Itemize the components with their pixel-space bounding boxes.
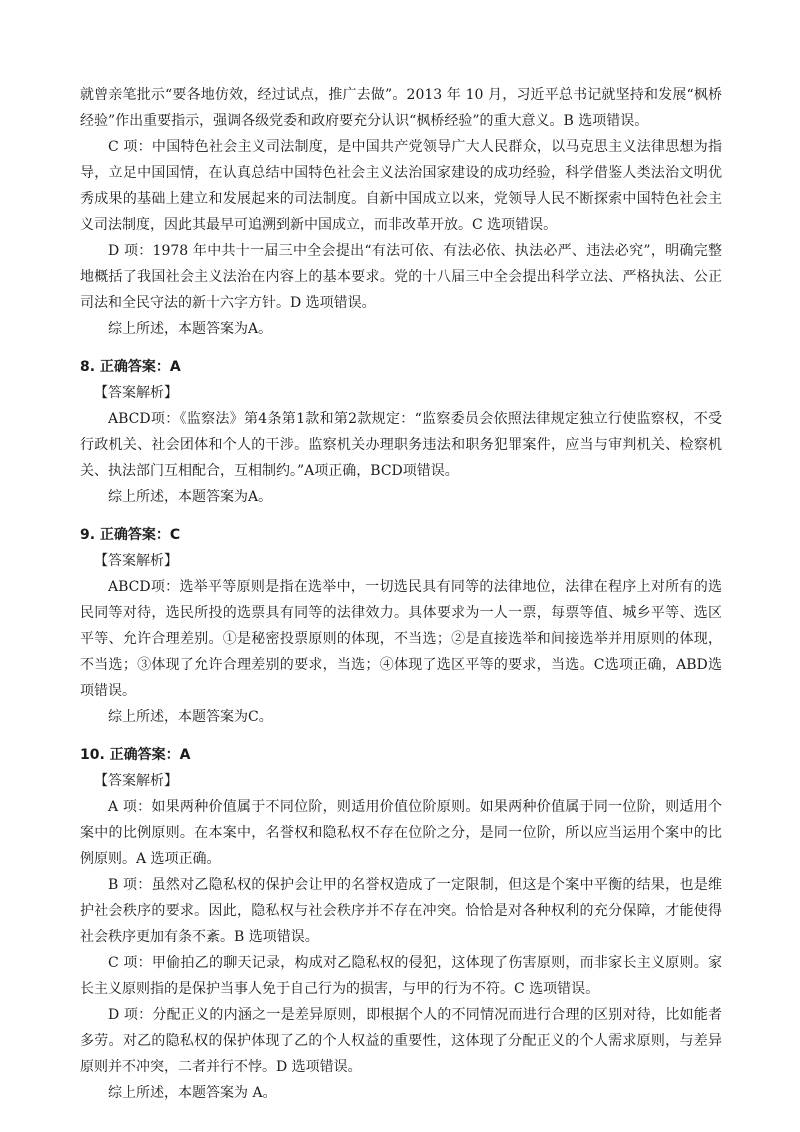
summary-paragraph: 综上所述，本题答案为C。	[108, 709, 273, 725]
paragraph: D 项：1978 年中共十一届三中全会提出“有法可依、有法必依、执法必严、违法必究”，明确完整地概括了我国社会主义法治在内容上的基本要求。党的十八届三中全会提出科学立法、严格执法、公正司法和全民守法的新十六字方针。D 选项错误。	[80, 243, 722, 311]
summary-paragraph: 综上所述，本题答案为A。	[108, 489, 273, 505]
question-7-continuation	[80, 82, 722, 342]
paragraph: B 项：虽然对乙隐私权的保护会让甲的名誉权造成了一定限制，但这是个案中平衡的结果，也是维护社会秩序的要求。因此，隐私权与社会秩序并不存在冲突。恰恰是对各种权利的充分保障，才能使得社会秩序更加有条不紊。B 选项错误。	[80, 877, 722, 945]
paragraph: ABCD项：选举平等原则是指在选举中，一切选民具有同等的法律地位，法律在程序上对所有的选民同等对待，选民所投的选票具有同等的法律效力。具体要求为一人一票，每票等值、城乡平等、选区平等、允许合理差别。①是秘密投票原则的体现，不当选；②是直接选举和间接选举并用原则的体现，不当选；③体现了允许合理差别的要求，当选；④体现了选区平等的要求，当选。C选项正确，ABD选项错误。	[80, 579, 722, 699]
question-10-section	[80, 742, 722, 1106]
question-8-section	[80, 354, 722, 510]
analysis-label: 【答案解析】	[94, 553, 178, 569]
paragraph: C 项：中国特色社会主义司法制度，是中国共产党领导广大人民群众，以马克思主义法律思想为指导，立足中国国情，在认真总结中国特色社会主义法治国家建设的成功经验，科学借鉴人类法治文明优秀成果的基础上建立和发展起来的司法制度。自新中国成立以来，党领导人民不断探索中国特色社会主义司法制度，因此其最早可追溯到新中国成立，而非改革开放。C 选项错误。	[80, 139, 722, 233]
paragraph: 就曾亲笔批示“要各地仿效，经过试点，推广去做”。2013 年 10 月，习近平总书记就坚持和发展“枫桥经验”作出重要指示，强调各级党委和政府要充分认识“枫桥经验”的重大意义。B 选项错误。	[80, 87, 722, 129]
question-9-section	[80, 522, 722, 730]
answer-explanations	[80, 82, 722, 1106]
summary-paragraph: 综上所述，本题答案为A。	[108, 321, 273, 337]
analysis-label: 【答案解析】	[94, 385, 178, 401]
answer-heading: 8. 正确答案：A	[80, 359, 181, 375]
answer-heading: 10. 正确答案：A	[80, 747, 191, 763]
paragraph: D 项：分配正义的内涵之一是差异原则，即根据个人的不同情况而进行合理的区别对待，比如能者多劳。对乙的隐私权的保护体现了乙的个人权益的重要性，这体现了分配正义的个人需求原则，与差异原则并不冲突，二者并行不悖。D 选项错误。	[80, 1007, 722, 1075]
paragraph: A 项：如果两种价值属于不同位阶，则适用价值位阶原则。如果两种价值属于同一位阶，则适用个案中的比例原则。在本案中，名誉权和隐私权不存在位阶之分，是同一位阶，所以应当运用个案中的比例原则。A 选项正确。	[80, 799, 722, 867]
answer-heading: 9. 正确答案：C	[80, 527, 181, 543]
paragraph: ABCD项：《监察法》第4条第1款和第2款规定：“监察委员会依照法律规定独立行使监察权，不受行政机关、社会团体和个人的干涉。监察机关办理职务违法和职务犯罪案件，应当与审判机关、检察机关、执法部门互相配合，互相制约。”A项正确，BCD项错误。	[80, 411, 722, 479]
summary-paragraph: 综上所述，本题答案为 A。	[108, 1085, 277, 1101]
paragraph: C 项：甲偷拍乙的聊天记录，构成对乙隐私权的侵犯，这体现了伤害原则，而非家长主义原则。家长主义原则指的是保护当事人免于自己行为的损害，与甲的行为不符。C 选项错误。	[80, 955, 722, 997]
analysis-label: 【答案解析】	[94, 773, 178, 789]
